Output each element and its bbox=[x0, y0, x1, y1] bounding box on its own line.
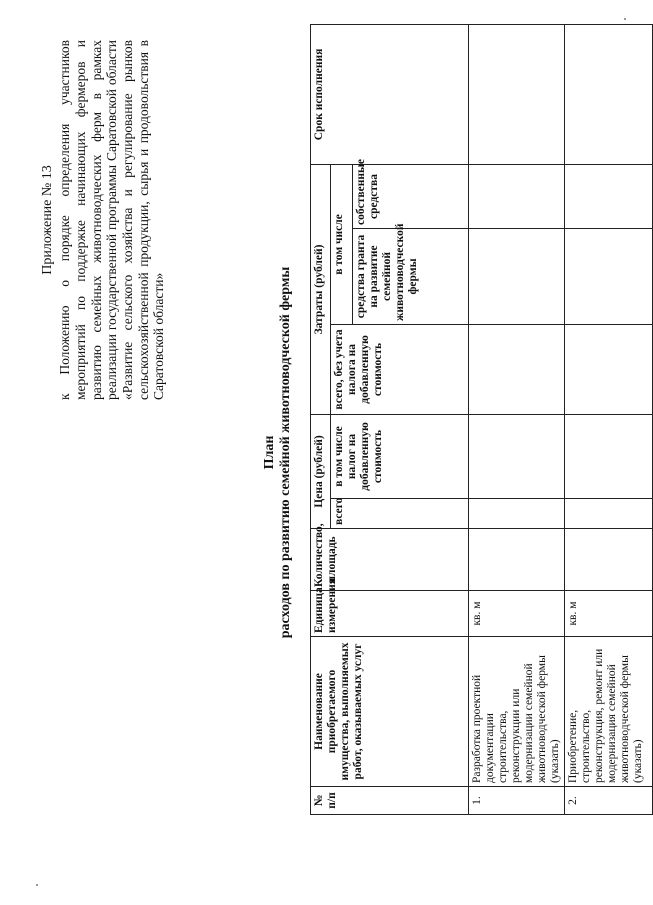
row-1-price-total bbox=[469, 499, 565, 529]
header-price: Цена (рублей) bbox=[311, 414, 331, 528]
header-costs-own: собственные средства bbox=[353, 164, 469, 228]
header-quantity: Количество, площадь bbox=[311, 529, 469, 591]
scan-speck bbox=[624, 18, 626, 20]
row-1-quantity bbox=[469, 529, 565, 591]
row-2-quantity bbox=[564, 529, 652, 591]
table-row bbox=[469, 24, 565, 814]
row-2-deadline bbox=[564, 24, 652, 164]
row-1-num: 1. bbox=[469, 787, 565, 815]
row-2-costs-total bbox=[564, 324, 652, 414]
row-2-name: Приобретение, строительство, реконструкция, ремонт или модернизация семейной животноводческой фермы (указать) bbox=[564, 637, 652, 787]
row-1-costs-grant bbox=[469, 228, 565, 324]
row-2-price-total bbox=[564, 499, 652, 529]
header-costs: Затраты (рублей) bbox=[311, 164, 331, 414]
row-2-price-vat bbox=[564, 414, 652, 498]
appendix-text: к Положению о порядке определения участников мероприятий по поддержке начинающих фермеров и развитию семейных животноводческих ферм в рамках реализации государственной программы Саратовской области «Развитие сельского хозяйства и регулирование рынков сельскохозяйственной продукции, сырья и продовольствия в Саратовской области» bbox=[57, 40, 167, 400]
row-2-unit: кв. м bbox=[564, 591, 652, 637]
heading-title: План bbox=[262, 435, 277, 470]
appendix-block bbox=[40, 40, 167, 400]
header-costs-total: всего, без учета налога на добавленную стоимость bbox=[331, 324, 469, 414]
row-1-name: Разработка проектной документации строительства, реконструкции или модернизации семейной животноводческой фермы (указать) bbox=[469, 637, 565, 787]
expense-plan-table bbox=[310, 24, 653, 815]
row-1-price-vat bbox=[469, 414, 565, 498]
scan-speck bbox=[36, 884, 38, 886]
row-1-deadline bbox=[469, 24, 565, 164]
row-1-costs-total bbox=[469, 324, 565, 414]
row-2-costs-own bbox=[564, 164, 652, 228]
header-price-total: всего bbox=[331, 499, 469, 529]
row-2-costs-grant bbox=[564, 228, 652, 324]
header-unit: Единица измерения bbox=[311, 591, 469, 637]
document-heading bbox=[262, 0, 294, 905]
row-2-num: 2. bbox=[564, 787, 652, 815]
row-1-unit: кв. м bbox=[469, 591, 565, 637]
header-num: № п/п bbox=[311, 787, 469, 815]
header-deadline: Срок исполнения bbox=[311, 24, 469, 164]
row-1-costs-own bbox=[469, 164, 565, 228]
header-name: Наименование приобретаемого имущества, выполняемых работ, оказываемых услуг bbox=[311, 637, 469, 787]
appendix-title: Приложение № 13 bbox=[40, 165, 55, 275]
header-costs-including: в том числе bbox=[331, 164, 353, 324]
heading-subtitle: расходов по развитию семейной животноводческой фермы bbox=[278, 266, 294, 639]
table-row bbox=[564, 24, 652, 814]
header-costs-grant: средства гранта на развитие семейной животноводческой фермы bbox=[353, 228, 469, 324]
header-price-vat: в том числе налог на добавленную стоимость bbox=[331, 414, 469, 498]
